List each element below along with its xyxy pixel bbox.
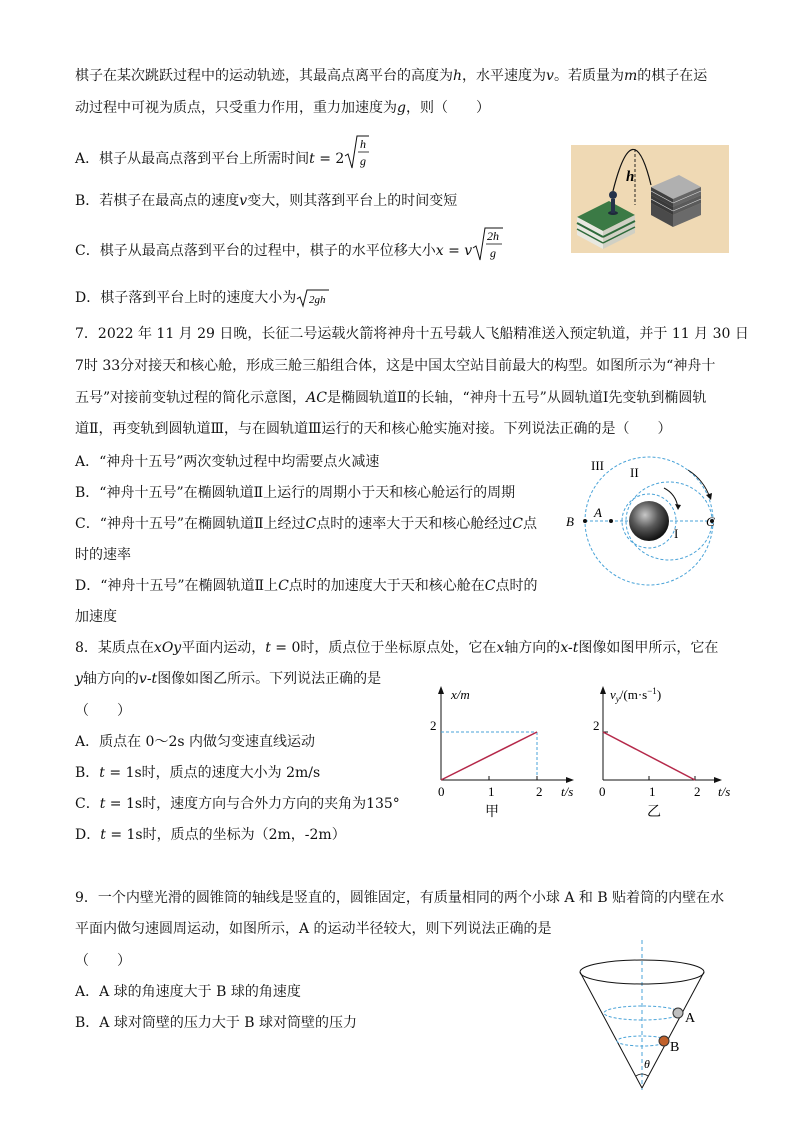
earth-icon bbox=[629, 501, 669, 541]
label-A: A bbox=[594, 505, 602, 520]
label-C: C bbox=[706, 514, 715, 529]
q7-option-d-line2: 加速度 bbox=[75, 609, 117, 625]
q8-option-d: D．t = 1s时，质点的坐标为（2m，-2m） bbox=[75, 827, 346, 843]
q7-option-c: C．“神舟十五号”在椭圆轨道Ⅱ上经过C点时的速率大于天和核心舱经过C点 bbox=[75, 516, 537, 532]
sqrt-fraction-h-over-g bbox=[344, 134, 370, 174]
point-A bbox=[609, 519, 613, 523]
x-tick-2: 2 bbox=[694, 784, 701, 799]
q9-option-b: B．A 球对筒壁的压力大于 B 球对筒壁的压力 bbox=[75, 1015, 358, 1031]
q7-stem-line2: 7时 33分对接天和核心舱，形成三舱三船组合体，这是中国太空站目前最大的构型。如图所示为“神舟十 bbox=[75, 358, 716, 374]
q6-option-a: A．棋子从最高点落到平台上所需时间t = 2 h g bbox=[75, 144, 370, 174]
q8-stem-line2: y轴方向的v-t图像如图乙所示。下列说法正确的是 bbox=[75, 671, 382, 687]
q8-bracket: （ ） bbox=[75, 703, 131, 719]
chart-yi-vt bbox=[590, 680, 750, 820]
label-I: I bbox=[674, 526, 679, 541]
frac-num-h: h bbox=[360, 137, 367, 151]
q9-bracket: （ ） bbox=[75, 953, 131, 969]
ball-A bbox=[673, 1008, 683, 1018]
q7-figure-orbits bbox=[560, 452, 740, 602]
cone-left-wall bbox=[580, 972, 642, 1088]
y-tick-2: 2 bbox=[430, 718, 437, 733]
q8-stem-line1: 8．某质点在xOy平面内运动，t = 0时，质点位于坐标原点处，它在x轴方向的x-t图像如图甲所示，它在 bbox=[75, 640, 719, 656]
q9-stem-line2: 平面内做匀速圆周运动，如图所示，A 的运动半径较大，则下列说法正确的是 bbox=[75, 921, 552, 937]
y-axis-label: $v_y/(m\cdot s^{-1})$ bbox=[610, 686, 662, 704]
label-theta: θ bbox=[644, 1057, 650, 1071]
ball-B bbox=[659, 1036, 669, 1046]
q8-option-c: C．t = 1s时，速度方向与合外力方向的夹角为135° bbox=[75, 796, 400, 812]
label-B: B bbox=[566, 514, 574, 529]
cone-right-wall bbox=[642, 972, 704, 1088]
label-A: A bbox=[685, 1011, 696, 1026]
q7-stem-line3: 五号”对接前变轨过程的简化示意图，AC是椭圆轨道Ⅱ的长轴，“神舟十五号”从圆轨道Ⅰ先变轨到椭圆轨 bbox=[75, 390, 707, 406]
q8-option-b: B．t = 1s时，质点的速度大小为 2m/s bbox=[75, 765, 321, 781]
chart-caption: 甲 bbox=[485, 805, 499, 820]
x-axis-arrow bbox=[714, 777, 722, 783]
y-axis-label: x/m bbox=[451, 687, 470, 702]
arrow-orbit-III bbox=[688, 470, 710, 498]
chart-caption: 乙 bbox=[647, 805, 661, 820]
series-line bbox=[441, 732, 537, 780]
y-axis-arrow bbox=[438, 686, 444, 694]
sqrt-2gh bbox=[296, 288, 330, 308]
q6-stem-line2: 动过程中可视为质点，只受重力作用，重力加速度为g，则（ ） bbox=[75, 100, 490, 116]
series-line bbox=[603, 732, 695, 780]
q7-stem-line4: 道Ⅱ，再变轨到圆轨道Ⅲ，与在圆轨道Ⅲ运行的天和核心舱实施对接。下列说法正确的是（ ） bbox=[75, 421, 672, 437]
label-B: B bbox=[670, 1040, 680, 1055]
label-II: II bbox=[630, 465, 639, 480]
y-tick-2: 2 bbox=[593, 718, 600, 733]
x-tick-2: 2 bbox=[536, 784, 543, 799]
q9-stem-line1: 9．一个内壁光滑的圆锥筒的轴线是竖直的，圆锥固定，有质量相同的两个小球 A 和 B 贴着筒的内壁在水 bbox=[75, 890, 725, 906]
q7-option-c-line2: 时的速率 bbox=[75, 547, 131, 563]
x-axis-label: t/s bbox=[718, 784, 731, 799]
x-tick-1: 1 bbox=[649, 784, 656, 799]
q6-stem-line1: 棋子在某次跳跃过程中的运动轨迹，其最高点离平台的高度为h，水平速度为v。若质量为m的棋子在运 bbox=[75, 68, 708, 84]
q9-figure-cone bbox=[570, 938, 720, 1098]
frac-num-2h: 2h bbox=[487, 229, 500, 243]
q6-figure-jump bbox=[571, 145, 729, 253]
q7-option-b: B．“神舟十五号”在椭圆轨道Ⅱ上运行的周期小于天和核心舱运行的周期 bbox=[75, 485, 516, 501]
y-axis-arrow bbox=[600, 686, 606, 694]
q7-option-d: D．“神舟十五号”在椭圆轨道Ⅱ上C点时的加速度大于天和核心舱在C点时的 bbox=[75, 578, 538, 594]
origin-label: 0 bbox=[599, 784, 606, 799]
frac-den-g: g bbox=[360, 154, 367, 168]
q6-option-b: B．若棋子在最高点的速度v变大，则其落到平台上的时间变短 bbox=[75, 193, 458, 209]
sqrt-fraction-2h-over-g bbox=[472, 226, 504, 266]
arrow-head-orbit-II bbox=[675, 504, 681, 510]
q6-option-c: C．棋子从最高点落到平台的过程中，棋子的水平位移大小x = v 2h g bbox=[75, 236, 504, 266]
x-axis-label: t/s bbox=[561, 784, 574, 799]
q8-option-a: A．质点在 0～2s 内做匀变速直线运动 bbox=[75, 734, 316, 750]
radicand-2gh: 2gh bbox=[309, 294, 326, 306]
label-III: III bbox=[591, 458, 604, 473]
q7-stem-line1: 7．2022 年 11 月 29 日晚，长征二号运载火箭将神舟十五号载人飞船精准送入预定轨道，并于 11 月 30 日 bbox=[75, 326, 749, 342]
x-axis-arrow bbox=[566, 777, 574, 783]
arrow-head-orbit-III bbox=[706, 493, 712, 500]
frac-den-g: g bbox=[490, 246, 497, 260]
q6-option-d: D．棋子落到平台上时的速度大小为 2gh bbox=[75, 288, 330, 308]
height-label-h: h bbox=[626, 169, 635, 185]
q7-option-a: A．“神舟十五号”两次变轨过程中均需要点火减速 bbox=[75, 454, 380, 470]
chart-jia-xt bbox=[425, 680, 585, 820]
origin-label: 0 bbox=[438, 784, 445, 799]
q9-option-a: A．A 球的角速度大于 B 球的角速度 bbox=[75, 984, 301, 1000]
x-tick-1: 1 bbox=[488, 784, 495, 799]
point-B bbox=[583, 519, 587, 523]
